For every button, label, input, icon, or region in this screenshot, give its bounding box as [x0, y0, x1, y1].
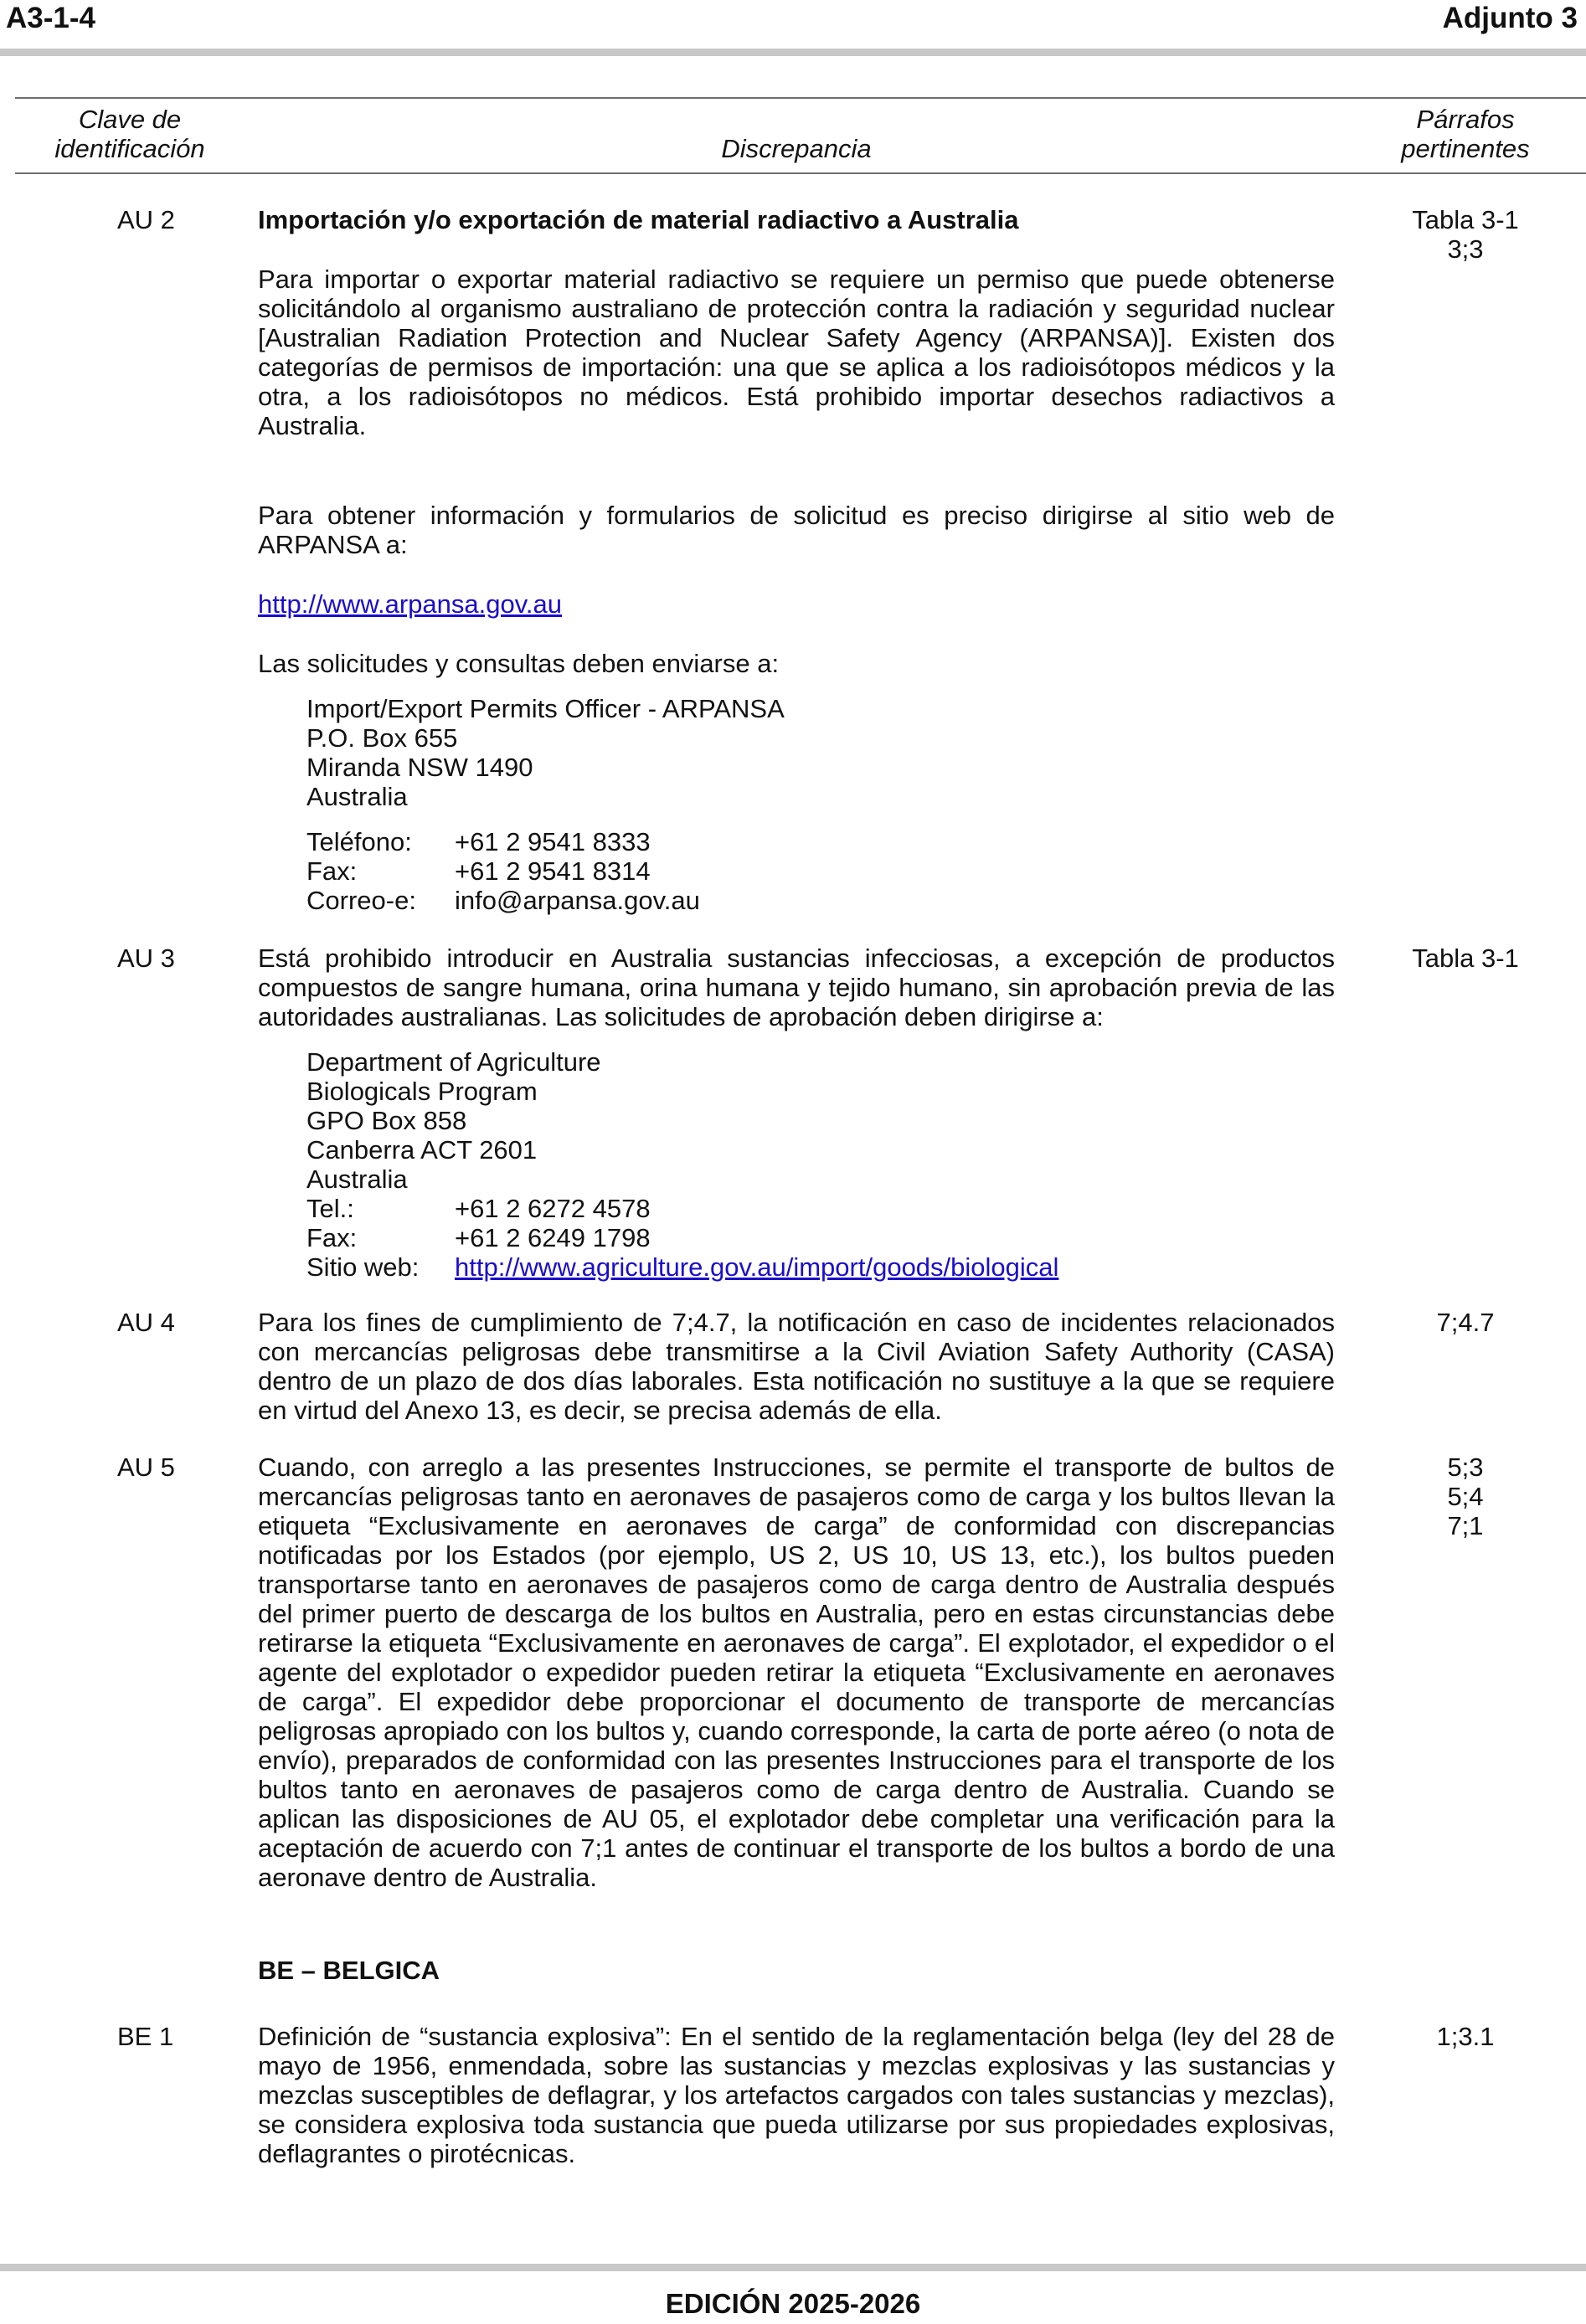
reference: 1;3.1	[1436, 2022, 1495, 2051]
reference: Tabla 3-1	[1412, 943, 1519, 973]
contact-row	[306, 856, 700, 886]
address-line: Canberra ACT 2601	[306, 1135, 538, 1165]
entry-text-au2-p1: Para importar o exportar material radiactivo se requiere un permiso que puede obtenerse solicitándolo al organismo australiano de protección contra la radiación y seguridad nuclear [Australian Radiation Protection and Nuclear Safety Agency (ARPANSA)]. Existen dos categorías de permisos de importación: una que se aplica a los radioisótopos médicos y la otra, a los radioisótopos no médicos. Está prohibido importar desechos radiactivos a Australia.	[258, 265, 1335, 440]
contact-label: Teléfono:	[306, 827, 412, 856]
contact-label: Sitio web:	[306, 1252, 420, 1282]
entry-link-au2-wrap	[258, 589, 1335, 619]
edition-label: EDICIÓN 2025-2026	[665, 2288, 921, 2319]
footer-rule	[0, 2264, 1586, 2271]
entry-key-au2: AU 2	[117, 205, 175, 234]
entry-refs-be1	[1357, 2022, 1574, 2051]
reference: 5;4	[1447, 1482, 1484, 1511]
column-paragraphs-line2: pertinentes	[1401, 134, 1530, 163]
header-rule	[0, 49, 1586, 56]
address-line: Australia	[306, 782, 408, 811]
entry-refs-au5	[1357, 1452, 1574, 1540]
contact-value: +61 2 9541 8333	[455, 827, 651, 856]
address-line: Biologicals Program	[306, 1077, 538, 1106]
address-block-au3	[306, 1047, 1058, 1282]
entry-text-be1-p1: Definición de “sustancia explosiva”: En el sentido de la reglamentación belga (ley del 28 de mayo de 1956, enmendada, sobre las sustancias y mezclas explosivas y las sustancias y mezclas susceptibles de deflagrar, y los artefactos cargados con tales sustancias y mezclas), se considera explosiva toda sustancia que pueda utilizarse por sus propiedades explosivas, deflagrantes o pirotécnicas.	[258, 2022, 1335, 2168]
entry-refs-au3	[1357, 943, 1574, 973]
arpansa-link[interactable]: http://www.arpansa.gov.au	[258, 589, 563, 619]
entry-title-au2: Importación y/o exportación de material radiactivo a Australia	[258, 205, 1019, 234]
attachment-label: Adjunto 3	[1442, 2, 1578, 34]
reference: 7;1	[1447, 1511, 1484, 1540]
table-top-rule	[15, 97, 1586, 99]
entry-text-au3-p1: Está prohibido introducir en Australia sustancias infecciosas, a excepción de productos compuestos de sangre humana, orina humana y tejido humano, sin aprobación previa de las autoridades australianas. Las solicitudes de aprobación deben dirigirse a:	[258, 943, 1335, 1031]
address-line: GPO Box 858	[306, 1106, 467, 1135]
entry-key-au3: AU 3	[117, 943, 175, 973]
entry-text-au5-p1: Cuando, con arreglo a las presentes Instrucciones, se permite el transporte de bultos de mercancías peligrosas tanto en aeronaves de pasajeros como de carga y los bultos llevan la etiqueta “Exclusivamente en aeronaves de carga” de conformidad con discrepancias notificadas por los Estados (por ejemplo, US 2, US 10, US 13, etc.), los bultos pueden transportarse tanto en aeronaves de pasajeros como de carga dentro de Australia después del primer puerto de descarga de los bultos en Australia, pero en estas circunstancias debe retirarse la etiqueta “Exclusivamente en aeronaves de carga”. El explotador, el expedidor o el agente del explotador o expedidor pueden retirar la etiqueta “Exclusivamente en aeronaves de carga”. El expedidor debe proporcionar el documento de transporte de mercancías peligrosas apropiado con los bultos y, cuando corresponde, la carta de porte aéreo (o nota de envío), preparados de conformidad con las presentes Instrucciones para el transporte de los bultos tanto en aeronaves de pasajeros como de carga dentro de Australia. Cuando se aplican las disposiciones de AU 05, el explotador debe completar una verificación para la aceptación de acuerdo con 7;1 antes de continuar el transporte de los bultos a bordo de una aeronave dentro de Australia.	[258, 1452, 1335, 1892]
table-header-rule	[15, 172, 1586, 174]
reference: 5;3	[1447, 1452, 1484, 1482]
column-discrepancy-heading: Discrepancia	[721, 134, 872, 163]
contact-label: Fax:	[306, 1223, 358, 1252]
page-number: A3-1-4	[6, 2, 95, 34]
section-heading-belgium: BE – BELGICA	[258, 1956, 440, 1985]
entry-key-au4: AU 4	[117, 1308, 175, 1337]
column-key-line1: Clave de	[78, 105, 182, 134]
contact-label: Fax:	[306, 856, 358, 886]
address-line: Australia	[306, 1165, 408, 1194]
entry-refs-au4	[1357, 1308, 1574, 1337]
reference: 7;4.7	[1436, 1308, 1495, 1337]
column-key-line2: identificación	[54, 134, 205, 163]
contact-row	[306, 1194, 1058, 1223]
entry-text-au2-p2: Para obtener información y formularios de solicitud es preciso dirigirse al sitio web de ARPANSA a:	[258, 501, 1335, 559]
address-block-au2	[306, 694, 785, 811]
contact-row	[306, 1223, 1058, 1252]
address-line: Department of Agriculture	[306, 1047, 601, 1077]
reference: Tabla 3-1	[1412, 205, 1519, 234]
address-line: P.O. Box 655	[306, 723, 458, 753]
entry-key-be1: BE 1	[117, 2022, 174, 2051]
contact-value: +61 2 9541 8314	[455, 856, 651, 886]
column-key-heading	[33, 105, 226, 163]
contact-label: Tel.:	[306, 1194, 354, 1223]
column-paragraphs-line1: Párrafos	[1416, 105, 1515, 134]
entry-text-au2-p3: Las solicitudes y consultas deben enviarse a:	[258, 649, 780, 678]
contact-value: +61 2 6272 4578	[455, 1194, 651, 1223]
contact-value: +61 2 6249 1798	[455, 1223, 651, 1252]
contact-row	[306, 1252, 1058, 1282]
address-line: Import/Export Permits Officer - ARPANSA	[306, 694, 785, 723]
contact-value: info@arpansa.gov.au	[455, 886, 700, 915]
reference: 3;3	[1447, 234, 1484, 264]
entry-refs-au2	[1357, 205, 1574, 264]
contact-label: Correo-e:	[306, 886, 416, 915]
column-paragraphs-heading	[1357, 105, 1574, 163]
entry-key-au5: AU 5	[117, 1452, 175, 1482]
address-line: Miranda NSW 1490	[306, 753, 533, 782]
agriculture-link[interactable]: http://www.agriculture.gov.au/import/goods/biological	[455, 1252, 1059, 1282]
contact-row	[306, 827, 700, 856]
contact-row	[306, 886, 700, 915]
entry-text-au4-p1: Para los fines de cumplimiento de 7;4.7, la notificación en caso de incidentes relacionados con mercancías peligrosas debe transmitirse a la Civil Aviation Safety Authority (CASA) dentro de un plazo de dos días laborales. Esta notificación no sustituye a la que se requiere en virtud del Anexo 13, es decir, se precisa además de ella.	[258, 1308, 1335, 1425]
contact-block-au2	[306, 827, 700, 915]
